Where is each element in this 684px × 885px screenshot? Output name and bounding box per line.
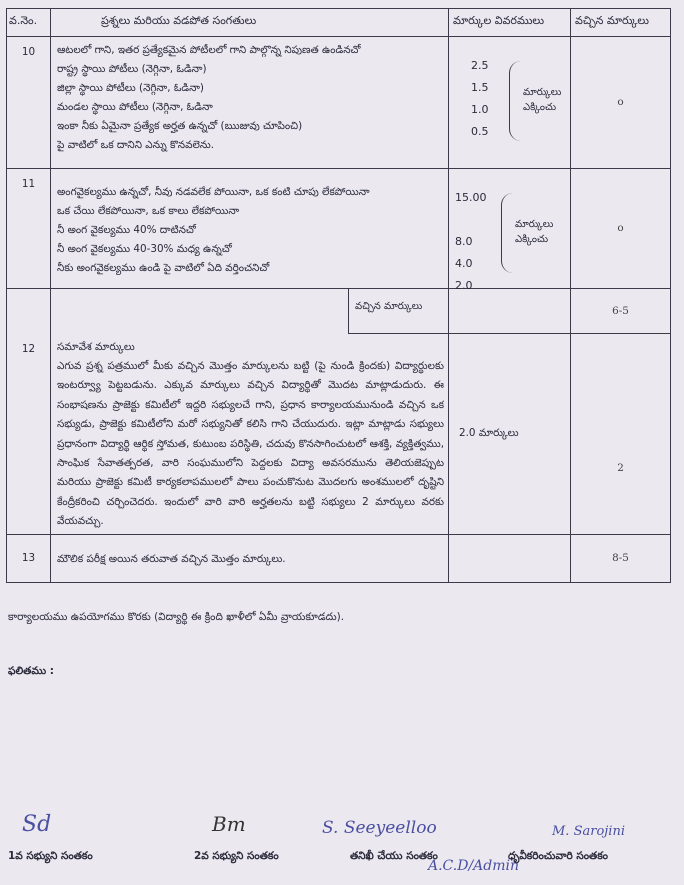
subtotal-label: వచ్చిన మార్కులు xyxy=(349,289,449,334)
subtotal-value: 6-5 xyxy=(571,289,671,334)
mark-value: 1.0 xyxy=(471,103,489,116)
table-row xyxy=(7,169,671,289)
signature-1: Sd xyxy=(22,812,52,837)
row-line: అంగవైకల్యము ఉన్నచో, నీవు నడవలేక పోయినా, ఒక కంటి చూపు లేకపోయినా xyxy=(57,186,370,198)
row-paragraph: ఎగువ ప్రశ్న పత్రములో మీకు వచ్చిన మొత్తం మార్కులను బట్టి (పై నుండి క్రిందకు) విద్యార్థులకు ఇంటర్వ్యూ పెట్టబడును. ఎక్కువ మార్కులు వచ్చిన విద్యార్థితో మొదట మాట్లాడుదురు. ఈ సంభాషణను ప్రాజెక్టు కమిటీలో ఇద్దరి సభ్యులచే గాని, ప్రధాన కార్యాలయమునుండి వచ్చిన ఒక సభ్యుడు, ప్రాజెక్టు కమిటీలోని మరో సభ్యునితో కలిసి గాని చేయుదురు. ఇట్లా మాట్లాడు సభ్యులు ప్రధానంగా విద్యార్థి ఆర్థిక స్తోమత, కుటుంబ పరిస్థితి, చదువు కొనసాగించుటలో ఆశక్తి, వ్యక్తిత్వము, సాంఘిక సేవాతత్పరత, వారి సంఘములోని పెద్దలకు విద్యా అవసరమును తెలియజెప్పుట మరియు ప్రాజెక్టు కమిటీ కార్యకలాపములలో పాలు పంచుకొనుట మొదలగు అంశములలో దృష్టిని కేంద్రీకరించి చర్చించెదరు. ఇందులో వారి వారి అర్హతలను బట్టి సభ్యులు 2 మార్కులు వరకు వేయవచ్చు. xyxy=(57,360,445,528)
mark-value: 2.0 xyxy=(455,279,473,292)
mark-value: 1.5 xyxy=(471,81,489,94)
marks-details-cell xyxy=(449,169,571,292)
mark-value: 4.0 xyxy=(455,257,473,270)
row-line: నీకు అంగవైకల్యము ఉండి పై వాటిలో ఏది వర్తించనిచో xyxy=(57,262,270,274)
row-line: జిల్లా స్థాయి పోటీలు (నెగ్గినా, ఓడినా) xyxy=(57,82,204,94)
marks-details-cell xyxy=(449,334,571,535)
header-sno: వ.నెం. xyxy=(7,9,51,37)
awarded-mark: o xyxy=(571,37,671,169)
result-label: ఫలితము : xyxy=(8,665,54,677)
mark-value: 2.5 xyxy=(471,59,489,72)
row-line: పై వాటిలో ఒక దానిని ఎన్ను కొనవలెను. xyxy=(57,139,215,151)
signature-label-3: తనిఖీ చేయు సంతకం xyxy=(350,850,438,862)
row-line: ఒక చేయి లేకపోయినా, ఒక కాలు లేకపోయినా xyxy=(57,205,240,217)
brace-icon xyxy=(509,61,522,141)
office-note: కార్యాలయము ఉపయోగము కొరకు (విద్యార్థి ఈ క్రింది ఖాళీలో ఏమీ వ్రాయకూడదు). xyxy=(8,611,345,623)
signature-3-note: A.C.D/Admin xyxy=(428,858,520,874)
row-description xyxy=(51,334,449,535)
mark-value: 2.0 మార్కులు xyxy=(459,427,519,440)
table-row xyxy=(7,37,671,169)
row-number: 12 xyxy=(7,334,51,535)
row-line: నీ అంగ వైకల్యము 40-30% మధ్య ఉన్నచో xyxy=(57,243,232,255)
row-title: సమావేశ మార్కులు xyxy=(57,341,135,353)
header-marks-details: మార్కుల వివరములు xyxy=(449,9,571,37)
awarded-mark: 2 xyxy=(571,334,671,535)
row-line: మౌలిక పరీక్ష అయిన తరువాత వచ్చిన మొత్తం మార్కులు. xyxy=(57,552,286,565)
row-description xyxy=(51,37,449,169)
table-row xyxy=(7,534,671,582)
subtotal-row xyxy=(7,289,671,334)
row-number: 10 xyxy=(7,37,51,169)
signature-4: M. Sarojini xyxy=(552,824,625,839)
marks-note: మార్కులు ఎక్కించు xyxy=(515,219,554,245)
brace-icon xyxy=(501,193,514,273)
row-line: మండల స్థాయి పోటీలు (నెగ్గినా, ఓడినా xyxy=(57,101,213,113)
header-questions: ప్రశ్నలు మరియు వడపోత సంగతులు xyxy=(51,9,449,37)
awarded-mark: o xyxy=(571,169,671,289)
marks-table xyxy=(6,8,671,583)
mark-value: 15.00 xyxy=(455,191,487,204)
row-line: ఇంకా నీకు ఏమైనా ప్రత్యేక అర్హత ఉన్నచో (ఋజువు చూపించి) xyxy=(57,120,303,132)
awarded-mark: 8-5 xyxy=(571,534,671,582)
signature-label-1: 1వ సభ్యుని సంతకం xyxy=(8,850,93,862)
signature-3: S. Seeyeelloo xyxy=(322,818,437,838)
signature-label-2: 2వ సభ్యుని సంతకం xyxy=(194,850,279,862)
row-line: ఆటలలో గాని, ఇతర ప్రత్యేకమైన పోటీలలో గాని పాల్గొన్న నిపుణత ఉండినచో xyxy=(57,44,361,56)
row-number: 11 xyxy=(7,169,51,289)
mark-value: 8.0 xyxy=(455,235,473,248)
row-number: 13 xyxy=(7,534,51,582)
signature-label-4: ధృవీకరించువారి సంతకం xyxy=(508,850,608,862)
table-header-row xyxy=(7,9,671,37)
row-description xyxy=(51,534,449,582)
row-description xyxy=(51,169,449,289)
mark-value: 0.5 xyxy=(471,125,489,138)
row-line: రాష్ట్ర స్థాయి పోటీలు (నెగ్గినా, ఓడినా) xyxy=(57,63,207,75)
row-line: నీ అంగ వైకల్యము 40% దాటినచో xyxy=(57,224,196,236)
header-marks-awarded: వచ్చిన మార్కులు xyxy=(571,9,671,37)
marks-note: మార్కులు ఎక్కించు xyxy=(523,87,562,113)
table-row xyxy=(7,334,671,535)
signature-2: Bm xyxy=(212,812,246,836)
marks-details-cell xyxy=(449,37,571,169)
